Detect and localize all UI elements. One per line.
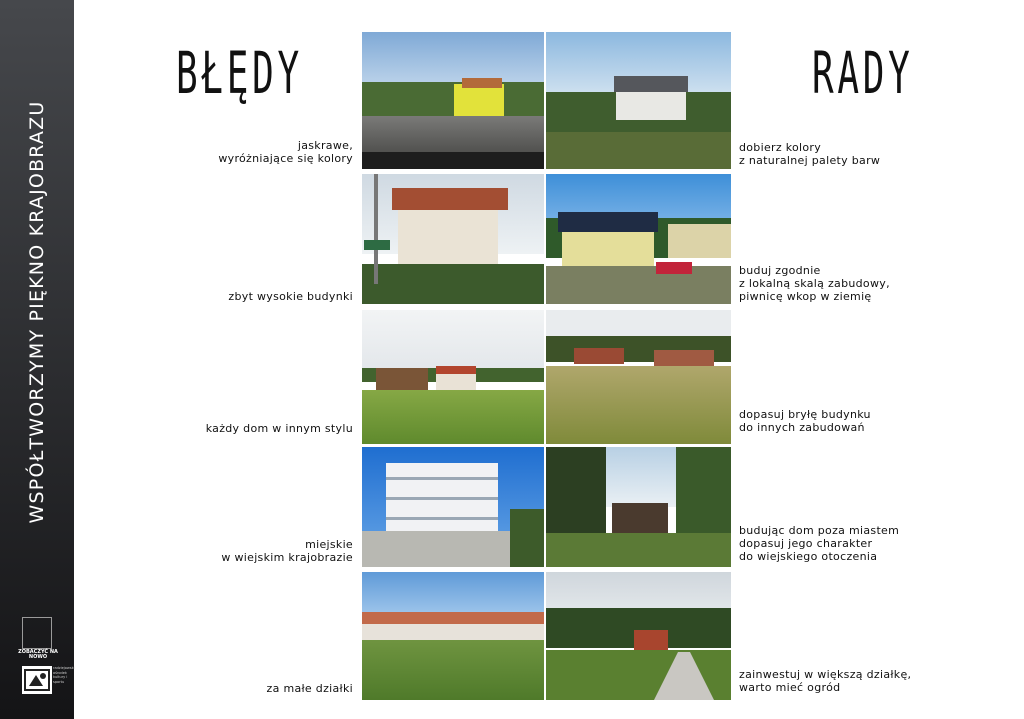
heading-mistakes: BŁĘDY bbox=[176, 39, 303, 107]
photo-urban-block bbox=[362, 447, 544, 567]
zobaczyc-logo bbox=[22, 617, 52, 649]
heading-advice: RADY bbox=[812, 39, 914, 107]
partner-logo bbox=[22, 666, 52, 694]
photo-mixed-styles bbox=[362, 310, 544, 444]
zobaczyc-logo-text: ZOBACZYĆ NA NOWO bbox=[18, 649, 58, 660]
advice-caption-2: buduj zgodnie z lokalną skalą zabudowy, piwnicę wkop w ziemię bbox=[739, 264, 890, 303]
advice-caption-3: dopasuj bryłę budynku do innych zabudowań bbox=[739, 408, 871, 434]
sidebar-banner bbox=[0, 0, 74, 719]
advice-caption-5: zainwestuj w większą działkę, warto mieć ogród bbox=[739, 668, 912, 694]
partner-logo-text: radziejowski ośrodek kultury i sportu bbox=[53, 666, 75, 684]
mistake-caption-3: każdy dom w innym stylu bbox=[205, 422, 353, 435]
mistake-caption-1: jaskrawe, wyróżniające się kolory bbox=[218, 139, 353, 165]
photo-rural-house bbox=[546, 447, 731, 567]
mistake-caption-2: zbyt wysokie budynki bbox=[228, 290, 353, 303]
photo-bright-house bbox=[362, 32, 544, 169]
mistake-caption-5: za małe działki bbox=[266, 682, 353, 695]
photo-field-farm bbox=[546, 310, 731, 444]
photo-large-plot bbox=[546, 572, 731, 700]
photo-dense-village bbox=[362, 572, 544, 700]
advice-caption-1: dobierz kolory z naturalnej palety barw bbox=[739, 141, 881, 167]
advice-caption-4: budując dom poza miastem dopasuj jego charakter do wiejskiego otoczenia bbox=[739, 524, 900, 563]
photo-grey-house bbox=[546, 32, 731, 169]
mistake-caption-4: miejskie w wiejskim krajobrazie bbox=[221, 538, 353, 564]
photo-low-house bbox=[546, 174, 731, 304]
vertical-title: WSPÓŁTWORZYMY PIĘKNO KRAJOBRAZU bbox=[26, 100, 48, 524]
photo-tall-house bbox=[362, 174, 544, 304]
